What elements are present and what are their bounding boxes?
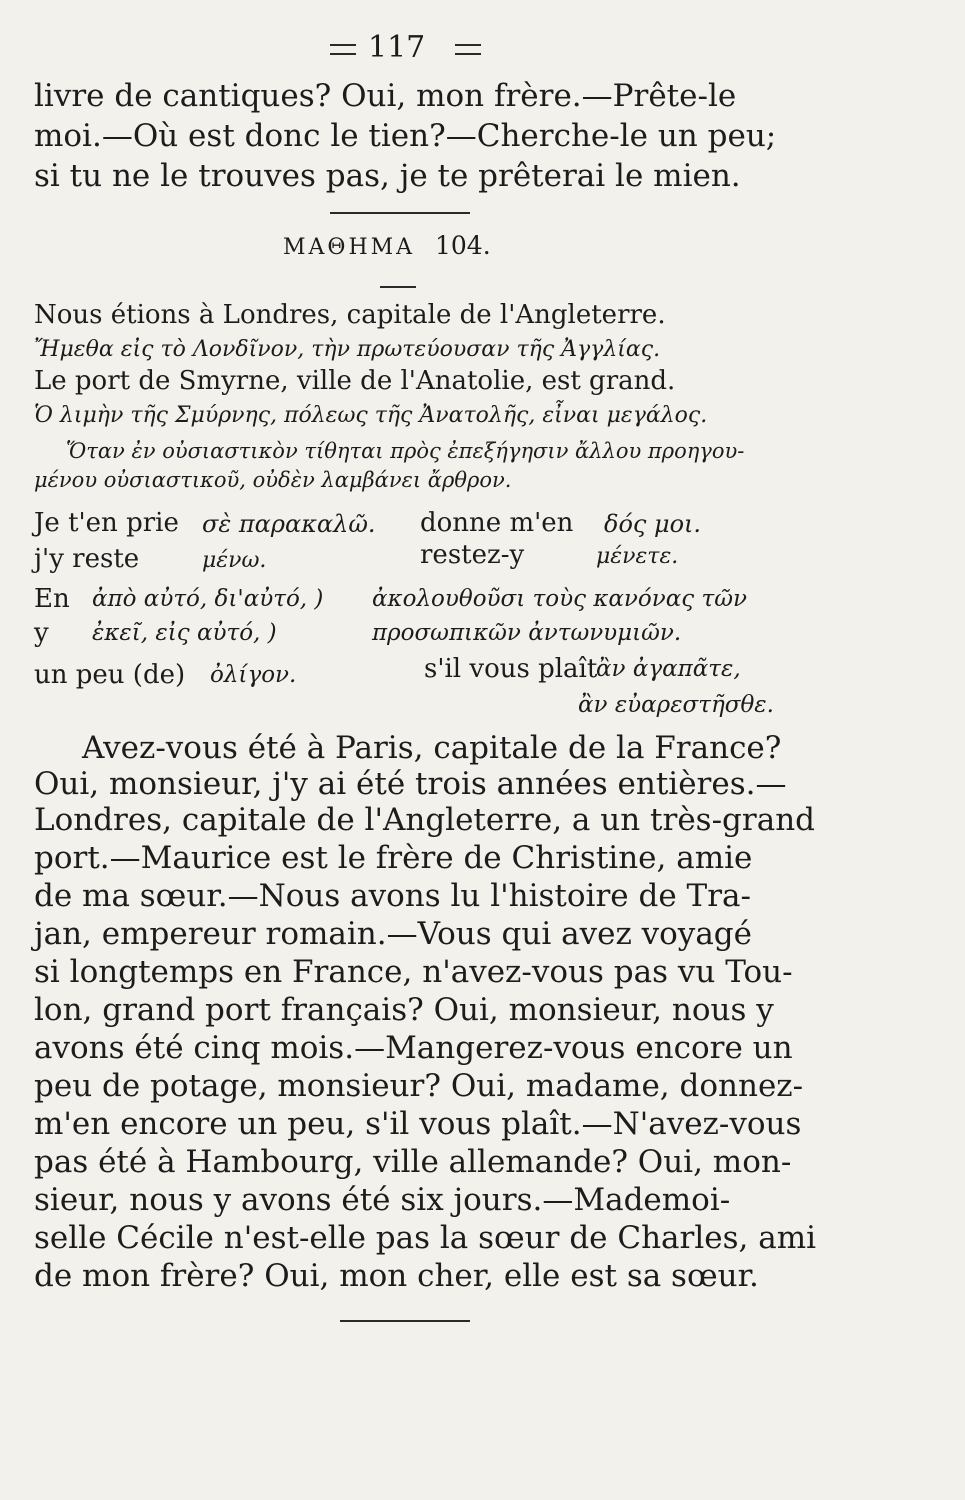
vocab-gr: προσωπικῶν ἀντωνυμιῶν.	[372, 620, 682, 646]
text-line: si tu ne le trouves pas, je te prêterai le mien.	[34, 158, 741, 194]
vocab-fr: s'il vous plaît	[424, 654, 598, 684]
exercise-line: sieur, nous y avons été six jours.—Mademoi-	[34, 1182, 731, 1218]
header-ornament-right	[455, 44, 481, 55]
exercise-line: de ma sœur.—Nous avons lu l'histoire de Tra-	[34, 878, 751, 914]
exercise-line: de mon frère? Oui, mon cher, elle est sa sœur.	[34, 1258, 759, 1294]
vocab-gr: σὲ παρακαλῶ.	[202, 510, 376, 538]
heading-underline	[380, 286, 416, 288]
example-line: Ἤμεθα εἰς τὸ Λονδῖνον, τὴν πρωτεύουσαν τῆς Ἀγγλίας.	[34, 337, 661, 362]
example-line: Nous étions à Londres, capitale de l'Angleterre.	[34, 300, 666, 330]
example-line: Ὁ λιμὴν τῆς Σμύρνης, πόλεως τῆς Ἀνατολῆς, εἶναι μεγάλος.	[34, 403, 708, 428]
exercise-line: Londres, capitale de l'Angleterre, a un très-grand	[34, 802, 816, 838]
vocab-fr: y	[34, 618, 49, 648]
exercise-line: lon, grand port français? Oui, monsieur, nous y	[34, 992, 774, 1028]
vocab-fr: Je t'en prie	[34, 508, 179, 538]
vocab-fr: j'y reste	[34, 544, 140, 574]
vocab-gr: ἀπὸ αὐτό, δι'αὐτό, )	[92, 586, 324, 612]
example-line: Le port de Smyrne, ville de l'Anatolie, est grand.	[34, 366, 676, 396]
section-divider	[330, 212, 470, 214]
vocab-gr: ἐκεῖ, εἰς αὐτό, )	[92, 620, 277, 646]
text-line: livre de cantiques? Oui, mon frère.—Prête-le	[34, 78, 737, 114]
vocab-gr: μένω.	[202, 548, 267, 573]
exercise-line: si longtemps en France, n'avez-vous pas vu Tou-	[34, 954, 793, 990]
lesson-number: 104.	[435, 231, 491, 260]
exercise-line: port.—Maurice est le frère de Christine, amie	[34, 840, 753, 876]
exercise-line: selle Cécile n'est-elle pas la sœur de Charles, ami	[34, 1220, 817, 1256]
text-line: moi.—Où est donc le tien?—Cherche-le un peu;	[34, 118, 777, 154]
exercise-line: avons été cinq mois.—Mangerez-vous encore un	[34, 1030, 793, 1066]
rule-note-line: Ὅταν ἐν οὐσιαστικὸν τίθηται πρὸς ἐπεξήγησιν ἄλλου προηγου-	[66, 439, 745, 463]
exercise-line: jan, empereur romain.—Vous qui avez voyagé	[34, 916, 752, 952]
vocab-gr: ὀλίγον.	[210, 662, 297, 688]
vocab-fr: donne m'en	[420, 508, 574, 538]
end-divider	[340, 1320, 470, 1322]
vocab-fr: un peu (de)	[34, 660, 186, 690]
rule-note-line: μένου οὐσιαστικοῦ, οὐδὲν λαμβάνει ἄρθρον.	[34, 468, 512, 492]
exercise-line: Avez-vous été à Paris, capitale de la France?	[82, 730, 782, 766]
vocab-gr: ἂν ἀγαπᾶτε,	[596, 656, 741, 682]
exercise-line: m'en encore un peu, s'il vous plaît.—N'avez-vous	[34, 1106, 802, 1142]
vocab-gr: ἂν εὐαρεστῆσθε.	[578, 692, 774, 718]
lesson-word: ΜΑΘΗΜΑ	[283, 235, 416, 260]
exercise-line: pas été à Hambourg, ville allemande? Oui, mon-	[34, 1144, 792, 1180]
exercise-line: Oui, monsieur, j'y ai été trois années entières.—	[34, 766, 787, 802]
page-number: 117	[368, 30, 426, 65]
exercise-line: peu de potage, monsieur? Oui, madame, donnez-	[34, 1068, 804, 1104]
vocab-gr: δός μοι.	[604, 510, 702, 538]
vocab-fr: restez-y	[420, 540, 525, 570]
vocab-gr: ἀκολουθοῦσι τοὺς κανόνας τῶν	[372, 586, 747, 612]
vocab-fr: En	[34, 584, 70, 614]
vocab-gr: μένετε.	[596, 544, 679, 569]
header-ornament-left	[330, 44, 356, 55]
